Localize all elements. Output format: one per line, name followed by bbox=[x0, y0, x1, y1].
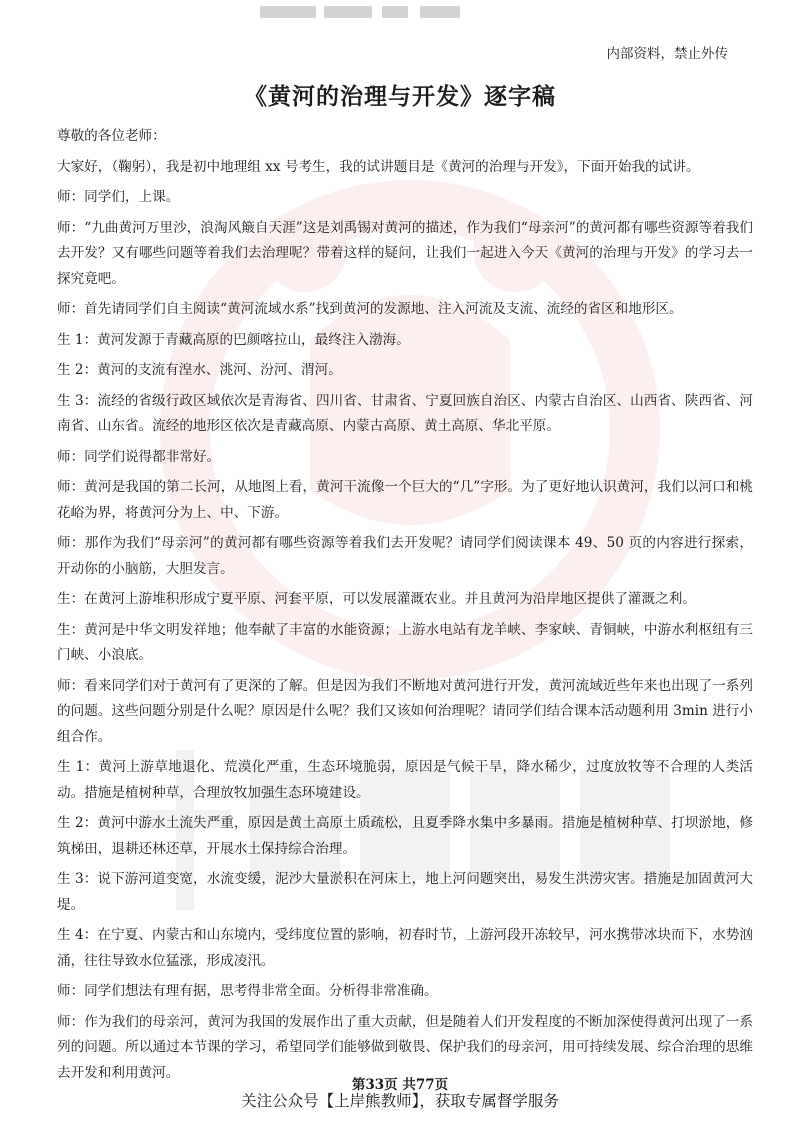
paragraph: 尊敬的各位老师： bbox=[57, 128, 166, 144]
paragraph: 师：同学们说得都非常好。 bbox=[57, 448, 221, 465]
paragraph: 师：作为我们的母亲河，黄河为我国的发展作出了重大贡献，但是随着人们开发程度的不断加深使得黄河出现了一系列的问题。所以通过本节课的学习，希望同学们能够做到敬畏、保护我们的母亲河，用可持续发展、综合治理的思维去开发和利用黄河。 bbox=[57, 1013, 753, 1081]
paragraph: 生 3：说下游河道变宽，水流变缓，泥沙大量淤积在河床上，地上河问题突出，易发生洪涝灾害。措施是加固黄河大堤。 bbox=[57, 871, 753, 913]
document-title: 《黄河的治理与开发》逐字稿 bbox=[244, 84, 556, 110]
paragraph: 生 1：黄河发源于青藏高原的巴颜喀拉山，最终注入渤海。 bbox=[57, 331, 410, 348]
paragraph: 师：首先请同学们自主阅读“黄河流域水系”找到黄河的发源地、注入河流及支流、流经的省区和地形区。 bbox=[57, 301, 683, 317]
internal-note: 内部资料，禁止外传 bbox=[606, 46, 728, 62]
paragraph: 师：那作为我们“母亲河”的黄河都有哪些资源等着我们去开发呢？请同学们阅读课本 49、50 页的内容进行探索，开动你的小脑筋，大胆发言。 bbox=[57, 535, 753, 577]
paragraph: 师：同学们想法有理有据，思考得非常全面。分析得非常准确。 bbox=[57, 983, 438, 999]
paragraph: 师：同学们，上课。 bbox=[57, 189, 180, 205]
document-body bbox=[57, 124, 753, 1091]
paragraph: 生 2：黄河的支流有湟水、洮河、汾河、渭河。 bbox=[57, 362, 342, 378]
paragraph: 师：看来同学们对于黄河有了更深的了解。但是因为我们不断地对黄河进行开发，黄河流域近些年来也出现了一系列的问题。这些问题分别是什么呢？原因是什么呢？我们又该如何治理呢？请同学们结合课本活动题利用 3min 进行小组合作。 bbox=[57, 677, 753, 745]
paragraph: 大家好，（鞠躬），我是初中地理组 xx 号考生，我的试讲题目是《黄河的治理与开发》，下面开始我的试讲。 bbox=[57, 158, 700, 175]
paragraph: 师：“九曲黄河万里沙，浪淘风簸自天涯”这是刘禹锡对黄河的描述，作为我们“母亲河”的黄河都有哪些资源等着我们去开发？又有哪些问题等着我们去治理呢？带着这样的疑问，让我们一起进入今天《黄河的治理与开发》的学习去一探究竟吧。 bbox=[57, 219, 753, 287]
paragraph: 生 3：流经的省级行政区域依次是青海省、四川省、甘肃省、宁夏回族自治区、内蒙古自治区、山西省、陕西省、河南省、山东省。流经的地形区依次是青藏高原、内蒙古高原、黄土高原、华北平原。 bbox=[57, 392, 753, 434]
paragraph: 生 4：在宁夏、内蒙古和山东境内，受纬度位置的影响，初春时节，上游河段开冻较早，河水携带冰块而下，水势汹涌，往往导致水位猛涨，形成凌汛。 bbox=[57, 927, 753, 969]
paragraph: 生 2：黄河中游水土流失严重，原因是黄土高原土质疏松，且夏季降水集中多暴雨。措施是植树种草、打坝淤地，修筑梯田，退耕还林还草，开展水土保持综合治理。 bbox=[57, 815, 753, 857]
paragraph: 生：黄河是中华文明发祥地；他奉献了丰富的水能资源；上游水电站有龙羊峡、李家峡、青铜峡，中游水利枢纽有三门峡、小浪底。 bbox=[57, 621, 753, 663]
paragraph: 师：黄河是我国的第二长河，从地图上看，黄河干流像一个巨大的“几”字形。为了更好地认识黄河，我们以河口和桃花峪为界，将黄河分为上、中、下游。 bbox=[57, 479, 753, 521]
paragraph: 生：在黄河上游堆积形成宁夏平原、河套平原，可以发展灌溉农业。并且黄河为沿岸地区提供了灌溉之利。 bbox=[57, 591, 696, 607]
paragraph: 生 1：黄河上游草地退化、荒漠化严重，生态环境脆弱，原因是气候干旱，降水稀少，过度放牧等不合理的人类活动。措施是植树种草，合理放牧加强生态环境建设。 bbox=[57, 759, 753, 801]
footer-promo: 关注公众号【上岸熊教师】，获取专属督学服务 bbox=[241, 1092, 559, 1110]
page-number: 第33页 共77页 bbox=[351, 1077, 449, 1093]
cropped-header-marks bbox=[260, 6, 460, 20]
